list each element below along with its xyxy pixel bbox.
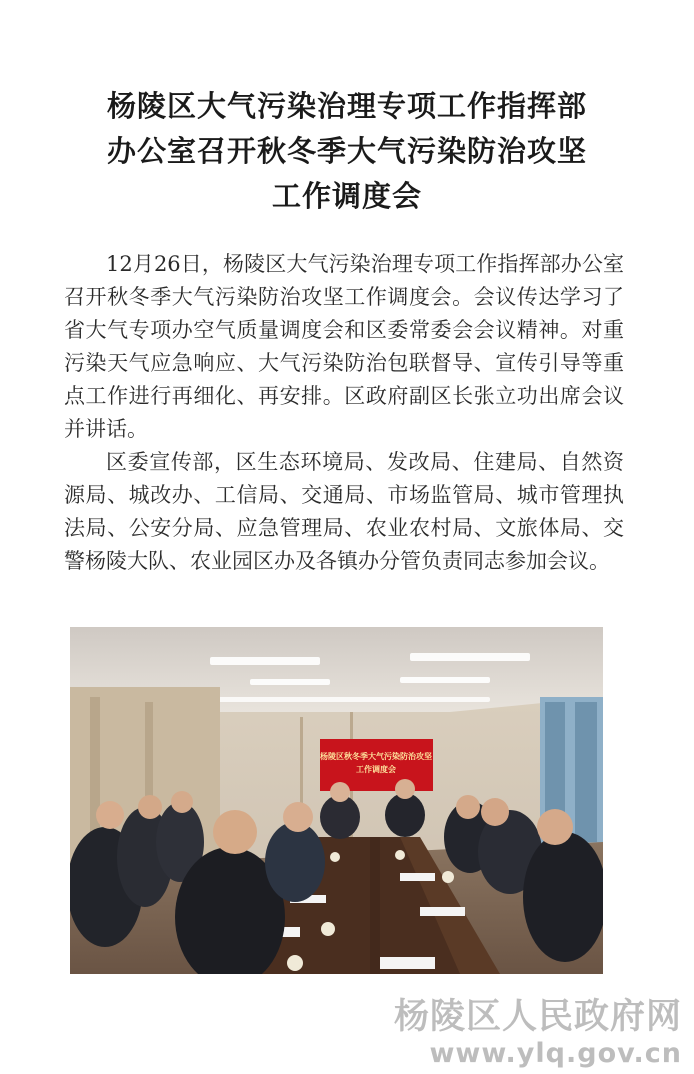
title-line: 办公室召开秋冬季大气污染防治攻坚 [106,134,587,168]
site-watermark [394,996,682,1070]
article-body [64,248,624,578]
article-title [40,84,654,219]
watermark-site-url: www.ylq.gov.cn [429,1038,682,1069]
meeting-photo [70,627,603,974]
title-line: 杨陵区大气污染治理专项工作指挥部 [106,89,587,123]
paragraph: 区委宣传部，区生态环境局、发改局、住建局、自然资源局、城改办、工信局、交通局、市场监管局、城市管理执法局、公安分局、应急管理局、农业农村局、文旅体局、交警杨陵大队、农业园区办及各镇办分管负责同志参加会议。 [64,450,624,573]
banner-line: 杨陵区秋冬季大气污染防治攻坚 [320,751,432,761]
title-line: 工作调度会 [271,179,422,213]
meeting-photo-illustration [70,627,603,974]
banner-line: 工作调度会 [356,764,396,774]
watermark-site-name: 杨陵区人民政府网 [393,997,682,1037]
paragraph: 12月26日，杨陵区大气污染治理专项工作指挥部办公室召开秋冬季大气污染防治攻坚工作调度会。会议传达学习了省大气专项办空气质量调度会和区委常委会会议精神。对重污染天气应急响应、大气污染防治包联督导、宣传引导等重点工作进行再细化、再安排。区政府副区长张立功出席会议并讲话。 [64,252,624,441]
